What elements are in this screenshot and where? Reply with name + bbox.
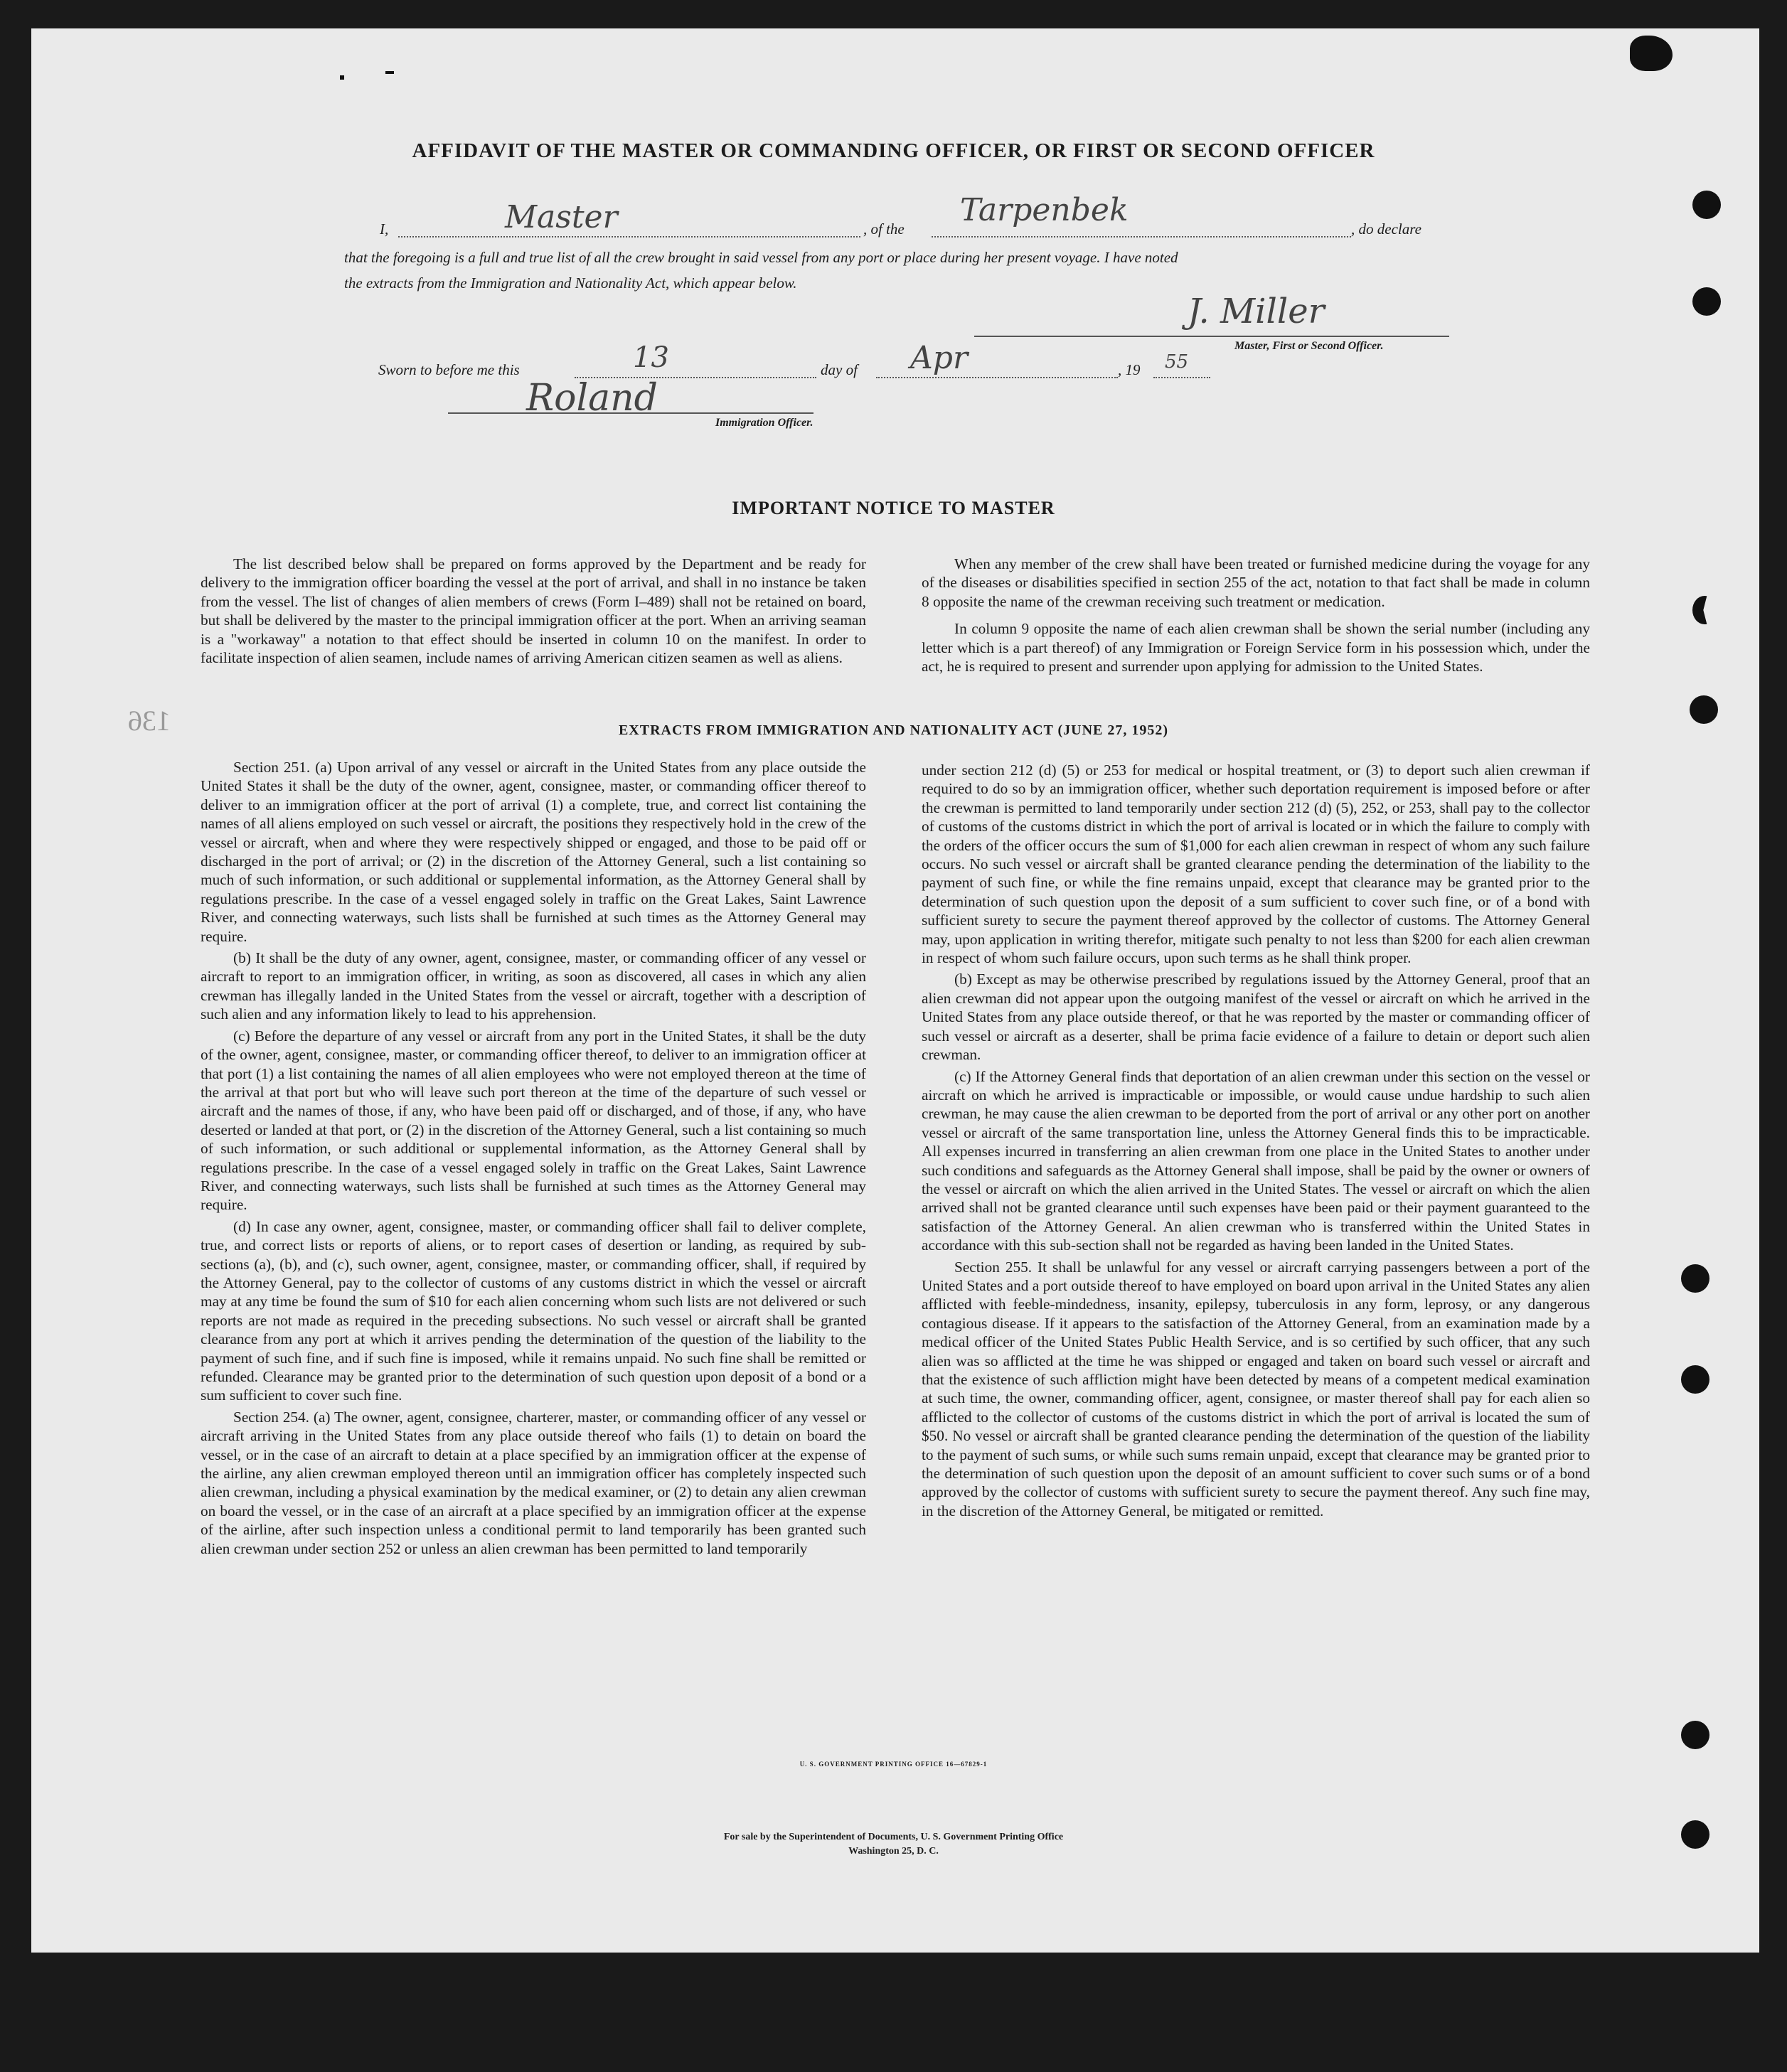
- punch-hole: [1690, 695, 1718, 724]
- sworn-day: 13: [633, 341, 669, 374]
- master-caption: Master, First or Second Officer.: [1234, 340, 1384, 352]
- print-mark: [385, 71, 394, 74]
- officer-signature-line: [448, 412, 814, 414]
- sworn-month-line: [876, 377, 1118, 378]
- extract-section-254c: (c) If the Attorney General finds that deportation of an alien crewman under this section on the vessel or aircraft on which he arrived is impracticable or impossible, or would cause undue hardship to such alien crewman, he may cause the alien crewman to be deported from the port of arrival or any other port on another vessel or aircraft of the same transportation line, unless the Attorney General finds this to be impracticable. All expenses incurred in transferring an alien crewman from one place in the United States to another under such conditions and safeguards as the Attorney General shall impose, shall be paid by the owner or owners of the vessel or aircraft on which the alien arrived in the United States. The vessel or aircraft on which the alien arrived shall not be granted clearance until such expenses have been paid or their payment guaranteed to the satisfaction of the Attorney General. An alien crewman who is transferred within the United States in accordance with this sub-section shall not be regarded as having been landed in the United States.: [922, 1067, 1590, 1254]
- year-suffix: 55: [1165, 351, 1189, 373]
- punch-hole: [1692, 191, 1721, 219]
- year-line: [1153, 377, 1210, 378]
- extract-section-254b: (b) Except as may be otherwise prescribed by regulations issued by the Attorney General, proof that an alien crewman did not appear upon the outgoing manifest of the vessel or aircraft on which he arrived in the United States from any place outside thereof, or that he was reported by the master or commanding officer of such vessel or aircraft as a deserter, shall be prima facie evidence of a failure to detain or deport such alien crewman.: [922, 971, 1590, 1064]
- do-declare-label: , do declare: [1351, 220, 1421, 237]
- print-mark: [340, 75, 344, 80]
- officer-signature: Roland: [526, 377, 658, 420]
- extract-section-255: Section 255. It shall be unlawful for any vessel or aircraft carrying passengers between a port of the United States and a port outside thereof to have employed on board upon arrival in the United States any alien afflicted with feeble-mindedness, insanity, epilepsy, tuberculosis in any form, leprosy, or any dangerous contagious disease. If it appears to the satisfaction of the Attorney General, from an examination made by a medical officer of the United States Public Health Service, and is so certified by such officer, that any such alien was so afflicted at the time he was shipped or engaged and taken on board such vessel or aircraft and that the existence of such affliction might have been detected by means of a competent medical examination at such time, the owner, commanding officer, agent, consignee, or master thereof shall pay for each alien so afflicted to the collector of customs of the customs district in which the port of arrival is located the sum of $50. No vessel or aircraft shall be granted clearance pending the determination of the question of the liability to the payment of such sums, or while such sums remain unpaid, except that clearance may be granted prior to the determination of such question upon the deposit of an amount sufficient to cover such sums or of a bond approved by the collector of customs with sufficient surety to secure the payment thereof. Any such fine may, in the discretion of the Attorney General, be mitigated or remitted.: [922, 1258, 1590, 1520]
- vessel-handwritten: Tarpenbek: [960, 192, 1129, 228]
- extract-section-251b: (b) It shall be the duty of any owner, agent, consignee, master, or commanding officer of any vessel or aircraft to report to an immigration officer, in writing, as soon as discovered, all cases in which any alien crewman has illegally landed in the United States from the vessel or aircraft, together with a description of such alien and any information likely to lead to his apprehension.: [201, 949, 866, 1023]
- torn-corner: [1630, 36, 1673, 71]
- sale-footer-line2: Washington 25, D. C.: [848, 1846, 939, 1857]
- extracts-title: EXTRACTS FROM IMMIGRATION AND NATIONALITY ACT (JUNE 27, 1952): [618, 722, 1169, 738]
- year-prefix: , 19: [1118, 361, 1141, 378]
- extracts-right-column: [922, 761, 1590, 1523]
- i-label: I,: [380, 220, 389, 237]
- sworn-month: Apr: [910, 340, 968, 376]
- notice-title: IMPORTANT NOTICE TO MASTER: [732, 498, 1055, 518]
- day-of-label: day of: [821, 361, 858, 378]
- notice-right-paragraph-2: In column 9 opposite the name of each alien crewman shall be shown the serial number (including any letter which is a part thereof) of any Immigration or Foreign Service form in his possession which, under the act, he is required to present and surrender upon applying for admission to the United States.: [922, 620, 1590, 675]
- officer-caption: Immigration Officer.: [715, 417, 814, 429]
- master-handwritten: Master: [505, 199, 618, 235]
- extract-section-251d: (d) In case any owner, agent, consignee, master, or commanding officer shall fail to deliver complete, true, and correct lists or reports of aliens, or to report cases of desertion or landing, as required by sub-sections (a), (b), and (c), such owner, agent, consignee, master, or commanding officer, shall, if required by the Attorney General, pay to the collector of customs of any customs district in which the vessel or aircraft may at any time be found the sum of $10 for each alien concerning whom such lists are not delivered or such reports are not made as required in the preceding subsections. No such vessel or aircraft shall be granted clearance from any port at which it arrives pending the determination of the question of the liability to the payment of such fine, and if such fine is imposed, while it remains unpaid. No such fine shall be remitted or refunded. Clearance may be granted prior to the determination of such question upon deposit of a bond or a sum sufficient to cover such fine.: [201, 1217, 866, 1404]
- margin-ghost-number: 136: [128, 705, 171, 737]
- of-the-label: , of the: [863, 220, 905, 237]
- notice-left-column: [201, 555, 866, 670]
- notice-left-paragraph: The list described below shall be prepared on forms approved by the Department and be ready for delivery to the immigration officer boarding the vessel at the port of arrival, and shall in no instance be taken from the vessel. The list of changes of alien members of crews (Form I–489) shall not be retained on board, but shall be delivered by the master to the principal immigration officer at the port. When an arriving seaman is a "workaway" a notation to that effect should be inserted in column 10 on the manifest. In order to facilitate inspection of alien seamen, include names of arriving American citizen seamen as well as aliens.: [201, 555, 866, 667]
- punch-hole: [1681, 1264, 1709, 1293]
- master-signature-line: [974, 336, 1449, 337]
- extract-section-254a-cont: under section 212 (d) (5) or 253 for medical or hospital treatment, or (3) to deport such alien crewman if required to do so by an immigration officer, whether such deportation requirement is imposed before or after the crewman is permitted to land temporarily under section 212 (d) (5), 252, or 253, shall pay to the collector of customs of the customs district in which the port of arrival is located or in which the failure to comply with the orders of the officer occurs the sum of $1,000 for each alien crewman in respect of whom any such failure occurs. No such vessel or aircraft shall be granted clearance pending the determination of the liability to the payment of such fine, or while the fine remains unpaid, except that clearance may be granted prior to the determination of such question upon the deposit of a sum sufficient to cover such fine, or of a bond with sufficient surety to secure the payment thereof approved by the collector of customs. The Attorney General may, upon application in writing therefor, mitigate such penalty to not less than $200 for each alien crewman in respect of whom such failure occurs, upon such terms as he shall think proper.: [922, 762, 1590, 967]
- sworn-label: Sworn to before me this: [378, 361, 520, 378]
- punch-hole: [1681, 1721, 1709, 1749]
- extract-section-254a: Section 254. (a) The owner, agent, consignee, charterer, master, or commanding officer of any vessel or aircraft arriving in the United States from any place outside thereof who fails (1) to detain on board the vessel, or in the case of an aircraft to detain at a place specified by an immigration officer at the expense of the airline, any alien crewman employed thereon until an immigration officer has completely inspected such alien crewman, including a physical examination by the medical examiner, or (2) to detain any alien crewman on board the vessel, or in the case of an aircraft at a place specified by an immigration officer at the expense of the airline, after such inspection unless a conditional permit to land temporarily has been granted such alien crewman under section 252 or unless an alien crewman has been permitted to land temporarily: [201, 1408, 866, 1557]
- punch-hole: [1681, 1365, 1709, 1394]
- gpo-imprint: U. S. GOVERNMENT PRINTING OFFICE 16—67829-1: [799, 1761, 988, 1768]
- master-signature: J. Miller: [1188, 292, 1325, 331]
- affidavit-statement-line1: that the foregoing is a full and true list of all the crew brought in said vessel from any port or place during her present voyage. I have noted: [344, 249, 1178, 266]
- affidavit-title: AFFIDAVIT OF THE MASTER OR COMMANDING OFFICER, OR FIRST OR SECOND OFFICER: [412, 139, 1375, 162]
- sale-footer-line1: For sale by the Superintendent of Documents, U. S. Government Printing Office: [723, 1832, 1064, 1842]
- vessel-name-line: [932, 236, 1351, 237]
- master-name-line: [398, 236, 860, 237]
- extract-section-251a: Section 251. (a) Upon arrival of any vessel or aircraft in the United States from any place outside the United States it shall be the duty of the owner, agent, consignee, master, or commanding officer thereof to deliver to an immigration officer at the port of arrival (1) a complete, true, and correct list containing the names of all aliens employed on such vessel or aircraft, the positions they respectively hold in the crew of the vessel or aircraft, when and where they were respectively shipped or engaged, and those to be paid off or discharged in the port of arrival; or (2) in the discretion of the Attorney General, such a list containing so much of such information, or such additional or supplemental information, as the Attorney General shall by regulations prescribe. In the case of a vessel engaged solely in traffic on the Great Lakes, Saint Lawrence River, and connecting waterways, such lists shall be furnished at such times as the Attorney General may require.: [201, 759, 866, 945]
- affidavit-statement-line2: the extracts from the Immigration and Nationality Act, which appear below.: [344, 274, 797, 292]
- notice-right-paragraph-1: When any member of the crew shall have been treated or furnished medicine during the voyage for any of the diseases or disabilities specified in section 255 of the act, notation to that fact shall be made in column 8 opposite the name of the crewman receiving such treatment or medication.: [922, 555, 1590, 610]
- extracts-left-column: [201, 758, 866, 1561]
- extract-section-251c: (c) Before the departure of any vessel or aircraft from any port in the United States, it shall be the duty of the owner, agent, consignee, master, or commanding officer thereof, to deliver to an immigration officer at that port (1) a list containing the names of all alien employees who were not employed thereon at the time of the arrival at that port but who will leave such port thereon at the time of the departure of such vessel or aircraft and the names of those, if any, who have been paid off or discharged, and of those, if any, who have deserted or landed at that port, or (2) in the discretion of the Attorney General, such a list containing so much of such information, or such additional or supplemental information, as the Attorney General shall by regulations prescribe. In the case of a vessel engaged solely in traffic on the Great Lakes, Saint Lawrence River, and connecting waterways, such lists shall be furnished at such times as the Attorney General may require.: [201, 1027, 866, 1214]
- notice-right-column: [922, 555, 1590, 678]
- sale-footer: [0, 1830, 1787, 1859]
- punch-hole: [1692, 287, 1721, 316]
